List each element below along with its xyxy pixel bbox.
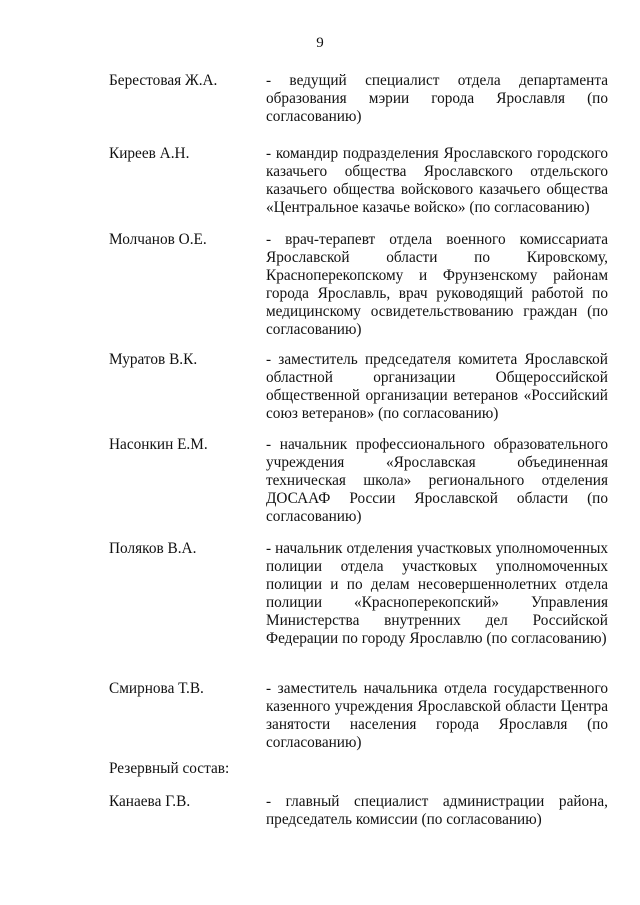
member-role: - начальник профессионального образовательного учреждения «Ярославская объединенная техническая школа» регионального отделения ДОСААФ России Ярославской области (по согласованию) — [266, 436, 608, 525]
member-name: Муратов В.К. — [109, 351, 198, 368]
member-role: - заместитель начальника отдела государственного казенного учреждения Ярославской области Центра занятости населения города Ярославля (по согласованию) — [266, 680, 608, 751]
member-role: - начальник отделения участковых уполномоченных полиции отдела участковых уполномоченных полиции и по делам несовершеннолетних отдела полиции «Красноперекопский» Управления Министерства внутренних дел Российской Федерации по городу Ярославлю (по согласованию) — [266, 540, 608, 647]
member-role: - командир подразделения Ярославского городского казачьего общества Ярославского отдельского казачьего общества войскового казачьего общества «Центральное казачье войско» (по согласованию) — [266, 145, 608, 216]
member-name: Берестовая Ж.А. — [109, 72, 218, 89]
member-role: - врач-терапевт отдела военного комиссариата Ярославской области по Кировскому, Красноперекопскому и Фрунзенскому районам города Ярославль, врач руководящий работой по медицинскому освидетельствованию граждан (по согласованию) — [266, 231, 608, 338]
member-role: - ведущий специалист отдела департамента образования мэрии города Ярославля (по согласованию) — [266, 72, 608, 125]
member-name: Киреев А.Н. — [109, 145, 190, 162]
reserve-heading: Резервный состав: — [109, 760, 230, 777]
member-name: Поляков В.А. — [109, 540, 197, 557]
member-name: Насонкин Е.М. — [109, 436, 208, 453]
member-name: Молчанов О.Е. — [109, 231, 207, 248]
member-name: Смирнова Т.В. — [109, 680, 204, 697]
member-role: - заместитель председателя комитета Ярославской областной организации Общероссийской общественной организации ветеранов «Российский союз ветеранов» (по согласованию) — [266, 351, 608, 422]
member-name: Канаева Г.В. — [109, 793, 191, 810]
member-role: - главный специалист администрации района, председатель комиссии (по согласованию) — [266, 793, 608, 828]
page-number: 9 — [316, 35, 324, 51]
